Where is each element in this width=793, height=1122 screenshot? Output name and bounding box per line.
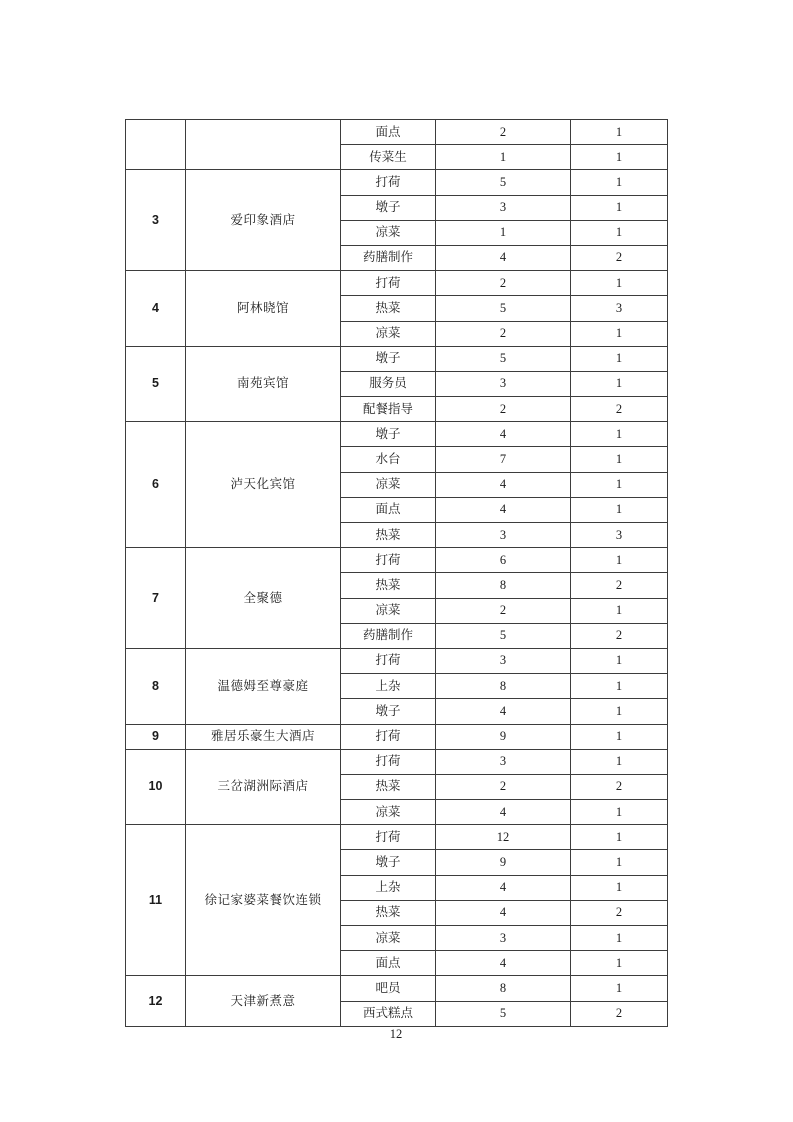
count2-cell: 1 xyxy=(571,422,668,447)
position-cell: 面点 xyxy=(341,120,436,145)
headcount-cell: 3 xyxy=(436,926,571,951)
recruitment-table xyxy=(125,119,668,1027)
position-cell: 热菜 xyxy=(341,900,436,925)
position-cell: 药膳制作 xyxy=(341,245,436,270)
count2-cell: 1 xyxy=(571,447,668,472)
headcount-cell: 4 xyxy=(436,699,571,724)
position-cell: 热菜 xyxy=(341,573,436,598)
position-cell: 墩子 xyxy=(341,422,436,447)
position-cell: 凉菜 xyxy=(341,472,436,497)
headcount-cell: 3 xyxy=(436,648,571,673)
serial-number-cell: 9 xyxy=(126,724,186,749)
count2-cell: 1 xyxy=(571,875,668,900)
position-cell: 打荷 xyxy=(341,749,436,774)
table-row xyxy=(126,548,668,573)
employer-table-body xyxy=(126,120,668,1027)
position-cell: 水台 xyxy=(341,447,436,472)
headcount-cell: 8 xyxy=(436,674,571,699)
table-row xyxy=(126,825,668,850)
position-cell: 药膳制作 xyxy=(341,623,436,648)
serial-number-cell: 4 xyxy=(126,271,186,347)
headcount-cell: 7 xyxy=(436,447,571,472)
count2-cell: 1 xyxy=(571,976,668,1001)
headcount-cell: 5 xyxy=(436,346,571,371)
count2-cell: 1 xyxy=(571,674,668,699)
count2-cell: 1 xyxy=(571,220,668,245)
serial-number-cell: 5 xyxy=(126,346,186,422)
position-cell: 服务员 xyxy=(341,371,436,396)
position-cell: 上杂 xyxy=(341,674,436,699)
employer-name-cell: 全聚德 xyxy=(186,548,341,649)
headcount-cell: 9 xyxy=(436,850,571,875)
headcount-cell: 5 xyxy=(436,170,571,195)
position-cell: 打荷 xyxy=(341,548,436,573)
position-cell: 热菜 xyxy=(341,296,436,321)
serial-number-cell: 11 xyxy=(126,825,186,976)
table-row xyxy=(126,976,668,1001)
serial-number-cell: 6 xyxy=(126,422,186,548)
count2-cell: 2 xyxy=(571,1001,668,1026)
position-cell: 传菜生 xyxy=(341,145,436,170)
headcount-cell: 5 xyxy=(436,1001,571,1026)
table-row xyxy=(126,724,668,749)
count2-cell: 1 xyxy=(571,926,668,951)
position-cell: 打荷 xyxy=(341,271,436,296)
count2-cell: 1 xyxy=(571,195,668,220)
count2-cell: 1 xyxy=(571,951,668,976)
count2-cell: 1 xyxy=(571,472,668,497)
headcount-cell: 1 xyxy=(436,220,571,245)
count2-cell: 1 xyxy=(571,271,668,296)
serial-number-cell: 12 xyxy=(126,976,186,1026)
table-row xyxy=(126,271,668,296)
serial-number-cell: 10 xyxy=(126,749,186,825)
count2-cell: 1 xyxy=(571,145,668,170)
headcount-cell: 2 xyxy=(436,598,571,623)
page-number: 12 xyxy=(389,1027,403,1041)
headcount-cell: 5 xyxy=(436,623,571,648)
headcount-cell: 4 xyxy=(436,497,571,522)
position-cell: 热菜 xyxy=(341,774,436,799)
position-cell: 打荷 xyxy=(341,648,436,673)
count2-cell: 2 xyxy=(571,623,668,648)
headcount-cell: 2 xyxy=(436,397,571,422)
employer-name-cell xyxy=(186,120,341,170)
position-cell: 打荷 xyxy=(341,724,436,749)
headcount-cell: 4 xyxy=(436,951,571,976)
headcount-cell: 2 xyxy=(436,120,571,145)
count2-cell: 1 xyxy=(571,850,668,875)
serial-number-cell: 8 xyxy=(126,648,186,724)
position-cell: 凉菜 xyxy=(341,598,436,623)
position-cell: 热菜 xyxy=(341,523,436,548)
table-row xyxy=(126,749,668,774)
headcount-cell: 2 xyxy=(436,321,571,346)
position-cell: 墩子 xyxy=(341,346,436,371)
count2-cell: 2 xyxy=(571,573,668,598)
employer-name-cell: 雅居乐豪生大酒店 xyxy=(186,724,341,749)
headcount-cell: 4 xyxy=(436,245,571,270)
position-cell: 打荷 xyxy=(341,170,436,195)
count2-cell: 3 xyxy=(571,296,668,321)
headcount-cell: 4 xyxy=(436,422,571,447)
position-cell: 凉菜 xyxy=(341,926,436,951)
count2-cell: 1 xyxy=(571,170,668,195)
position-cell: 墩子 xyxy=(341,699,436,724)
position-cell: 墩子 xyxy=(341,850,436,875)
table-row xyxy=(126,422,668,447)
count2-cell: 1 xyxy=(571,648,668,673)
headcount-cell: 9 xyxy=(436,724,571,749)
count2-cell: 1 xyxy=(571,724,668,749)
table-row xyxy=(126,648,668,673)
position-cell: 打荷 xyxy=(341,825,436,850)
headcount-cell: 8 xyxy=(436,976,571,1001)
headcount-cell: 6 xyxy=(436,548,571,573)
table-row xyxy=(126,170,668,195)
count2-cell: 1 xyxy=(571,548,668,573)
count2-cell: 2 xyxy=(571,900,668,925)
count2-cell: 3 xyxy=(571,523,668,548)
count2-cell: 1 xyxy=(571,825,668,850)
count2-cell: 1 xyxy=(571,120,668,145)
count2-cell: 1 xyxy=(571,497,668,522)
position-cell: 上杂 xyxy=(341,875,436,900)
headcount-cell: 1 xyxy=(436,145,571,170)
position-cell: 凉菜 xyxy=(341,800,436,825)
count2-cell: 1 xyxy=(571,699,668,724)
count2-cell: 1 xyxy=(571,598,668,623)
position-cell: 面点 xyxy=(341,951,436,976)
count2-cell: 1 xyxy=(571,800,668,825)
headcount-cell: 3 xyxy=(436,195,571,220)
serial-number-cell: 3 xyxy=(126,170,186,271)
headcount-cell: 4 xyxy=(436,900,571,925)
headcount-cell: 4 xyxy=(436,875,571,900)
headcount-cell: 2 xyxy=(436,271,571,296)
count2-cell: 2 xyxy=(571,774,668,799)
employer-name-cell: 南苑宾馆 xyxy=(186,346,341,422)
employer-name-cell: 爱印象酒店 xyxy=(186,170,341,271)
employer-name-cell: 徐记家婆菜餐饮连锁 xyxy=(186,825,341,976)
employer-name-cell: 阿林晓馆 xyxy=(186,271,341,347)
serial-number-cell: 7 xyxy=(126,548,186,649)
headcount-cell: 4 xyxy=(436,472,571,497)
employer-name-cell: 温德姆至尊豪庭 xyxy=(186,648,341,724)
position-cell: 凉菜 xyxy=(341,321,436,346)
employer-name-cell: 三岔湖洲际酒店 xyxy=(186,749,341,825)
position-cell: 凉菜 xyxy=(341,220,436,245)
headcount-cell: 3 xyxy=(436,749,571,774)
headcount-cell: 12 xyxy=(436,825,571,850)
count2-cell: 1 xyxy=(571,371,668,396)
position-cell: 西式糕点 xyxy=(341,1001,436,1026)
headcount-cell: 3 xyxy=(436,371,571,396)
serial-number-cell xyxy=(126,120,186,170)
position-cell: 吧员 xyxy=(341,976,436,1001)
headcount-cell: 2 xyxy=(436,774,571,799)
position-cell: 配餐指导 xyxy=(341,397,436,422)
count2-cell: 1 xyxy=(571,321,668,346)
employer-name-cell: 泸天化宾馆 xyxy=(186,422,341,548)
employer-name-cell: 天津新煮意 xyxy=(186,976,341,1026)
count2-cell: 2 xyxy=(571,397,668,422)
position-cell: 面点 xyxy=(341,497,436,522)
count2-cell: 1 xyxy=(571,346,668,371)
headcount-cell: 8 xyxy=(436,573,571,598)
table-row xyxy=(126,120,668,145)
position-cell: 墩子 xyxy=(341,195,436,220)
headcount-cell: 4 xyxy=(436,800,571,825)
count2-cell: 2 xyxy=(571,245,668,270)
headcount-cell: 5 xyxy=(436,296,571,321)
table-row xyxy=(126,346,668,371)
count2-cell: 1 xyxy=(571,749,668,774)
headcount-cell: 3 xyxy=(436,523,571,548)
